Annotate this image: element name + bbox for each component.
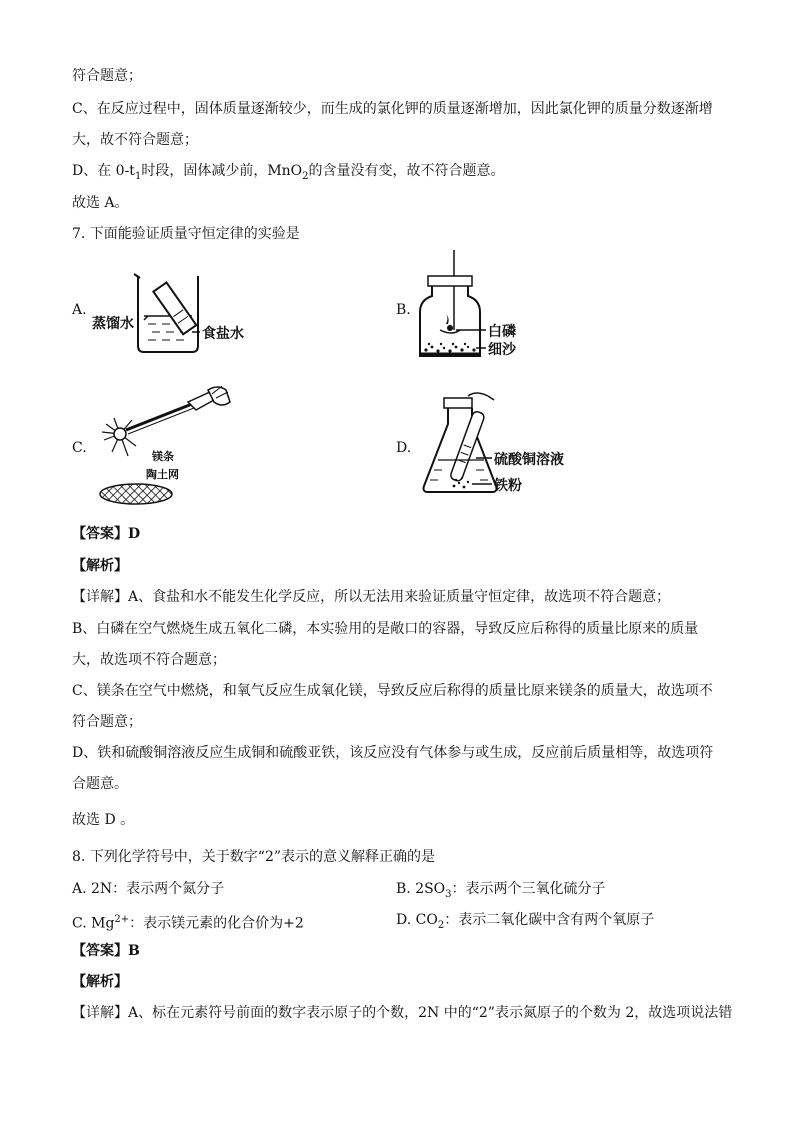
question-7-stem: 7. 下面能验证质量守恒定律的实验是: [72, 226, 300, 242]
figure-d-flask: [416, 390, 616, 500]
option-b-key: B.: [396, 302, 411, 318]
label-iron-powder: 铁粉: [494, 478, 522, 494]
text-line: 故选 D 。: [72, 812, 135, 828]
option-a: A. 2N：表示两个氮分子: [72, 881, 225, 897]
option-c: C. $Mg^{2+}$：表示镁元素的化合价为+2: [72, 914, 304, 932]
label-magnesium-strip: 镁条: [152, 450, 174, 463]
text-line: B、白磷在空气燃烧生成五氧化二磷，本实验用的是敞口的容器，导致反应后称得的质量比原来的质量: [72, 621, 699, 637]
text-line: 符合题意；: [72, 714, 142, 730]
text-line: 【详解】A、标在元素符号前面的数字表示原子的个数，2N 中的“2”表示氮原子的个数为 2，故选项说法错: [72, 1005, 733, 1021]
answer-8: 【答案】B: [72, 943, 140, 959]
text-line: 符合题意；: [72, 68, 142, 84]
figure-a-beaker: [92, 270, 272, 360]
text-line: 合题意。: [72, 776, 128, 792]
figure-c-magnesium: [92, 380, 242, 510]
text-line: C、在反应过程中，固体质量逐渐较少，而生成的氯化钾的质量逐渐增加，因此氯化钾的质量分数逐渐增: [72, 101, 713, 117]
text-line: 大，故选项不符合题意；: [72, 652, 226, 668]
option-c-key: C.: [72, 440, 87, 456]
text-line: 大，故不符合题意；: [72, 132, 198, 148]
text-line: C、镁条在空气中燃烧，和氧气反应生成氧化镁，导致反应后称得的质量比原来镁条的质量大，故选项不: [72, 683, 713, 699]
option-b: B. $2SO_3$：表示两个三氧化硫分子: [396, 881, 606, 900]
label-fine-sand: 细沙: [488, 342, 516, 358]
label-salt-water: 食盐水: [202, 326, 244, 342]
answer-7: 【答案】D: [72, 526, 141, 542]
label-white-phosphorus: 白磷: [488, 324, 516, 340]
label-ceramic-mesh: 陶土网: [146, 468, 179, 481]
text-line: D、在 $0-t_1$时段，固体减少前，MnO$_2$的含量没有变，故不符合题意。: [72, 163, 505, 182]
text-line: 【详解】A、食盐和水不能发生化学反应，所以无法用来验证质量守恒定律，故选项不符合题意；: [72, 589, 671, 605]
question-8-stem: 8. 下列化学符号中，关于数字“2”表示的意义解释正确的是: [72, 849, 436, 865]
text-line: D、铁和硫酸铜溶液反应生成铜和硫酸亚铁，该反应没有气体参与或生成，反应前后质量相等，故选项符: [72, 745, 714, 761]
option-d-key: D.: [396, 440, 412, 456]
analysis-7-heading: 【解析】: [72, 558, 128, 574]
analysis-8-heading: 【解析】: [72, 974, 128, 990]
label-copper-sulfate: 硫酸铜溶液: [494, 452, 564, 468]
text-line: 故选 A。: [72, 195, 129, 211]
option-d: D. $CO_2$：表示二氧化碳中含有两个氧原子: [396, 912, 655, 931]
figure-b-jar: [416, 250, 556, 365]
option-a-key: A.: [72, 302, 87, 318]
label-distilled-water: 蒸馏水: [92, 316, 134, 332]
